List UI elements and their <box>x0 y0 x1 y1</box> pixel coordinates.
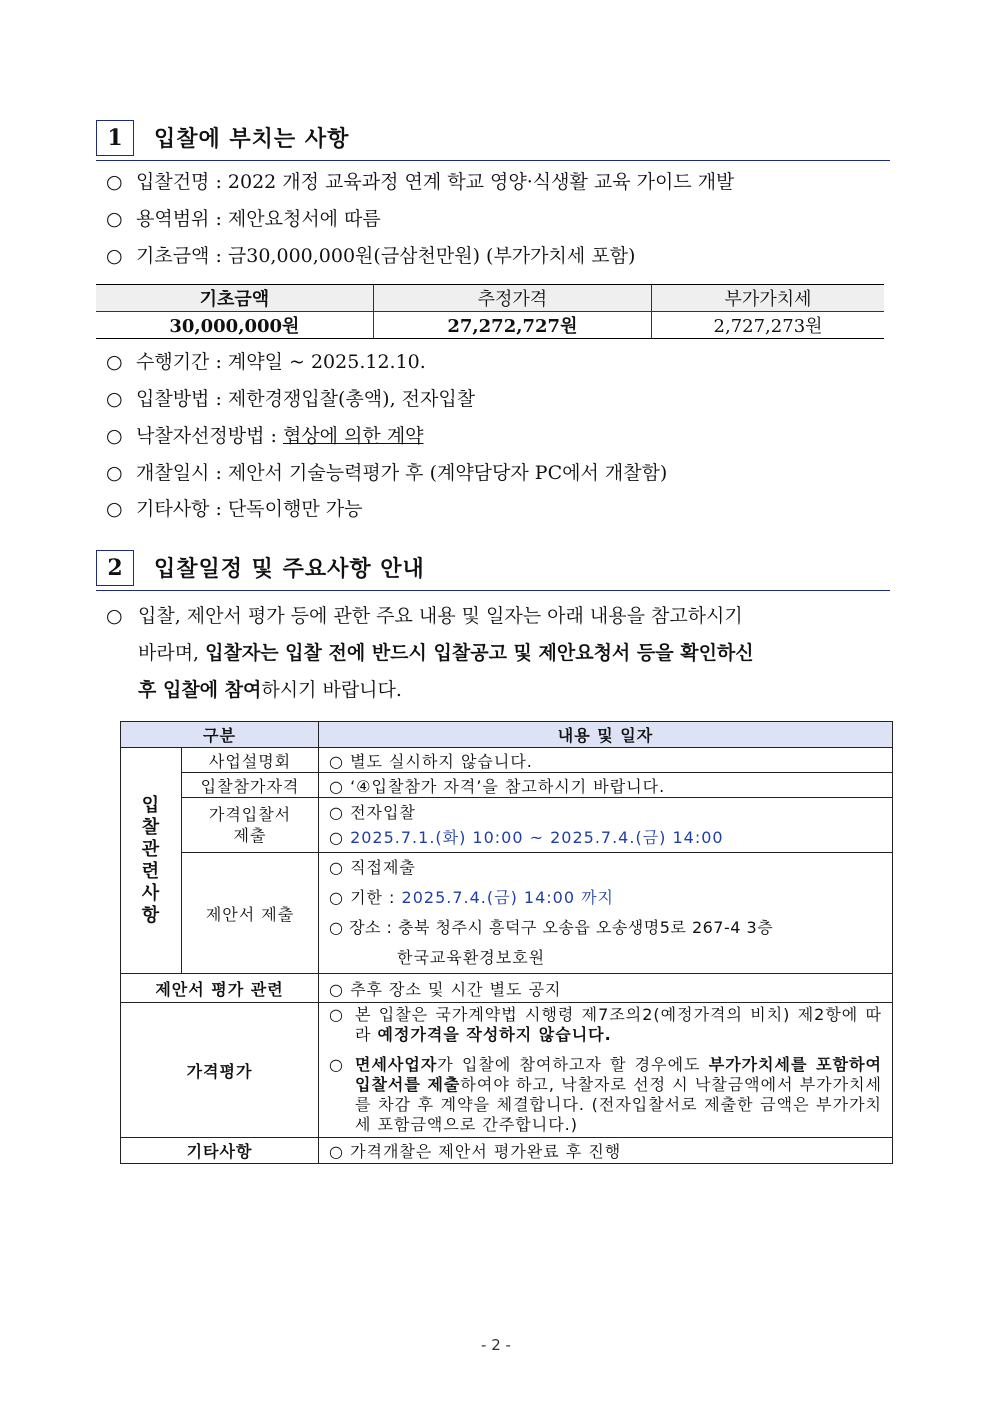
item-other: ○ 기타사항 : 단독이행만 가능 <box>106 498 363 520</box>
circle-bullet-icon: ○ <box>106 498 123 520</box>
row-content: ○ ‘④입찰참가 자격’을 참고하시기 바랍니다. <box>319 773 893 798</box>
row-content: ○ 가격개찰은 제안서 평가완료 후 진행 <box>319 1138 893 1164</box>
item-value: 제안서 기술능력평가 후 (계약담당자 PC에서 개찰함) <box>227 462 668 484</box>
row-label: 가격평가 <box>121 1003 319 1138</box>
header-category: 구분 <box>121 722 319 748</box>
circle-bullet-icon: ○ <box>106 208 123 230</box>
header-content: 내용 및 일자 <box>319 722 893 748</box>
schedule-table <box>120 721 893 1164</box>
item-bid-name: ○ 입찰건명 : 2022 개정 교육과정 연계 학교 영양·식생활 교육 가이드 개발 <box>106 171 735 193</box>
circle-bullet-icon: ○ <box>106 605 123 627</box>
price-header: 추정가격 <box>373 285 651 312</box>
table-row <box>121 748 893 773</box>
row-content: ○ 본 입찰은 국가계약법 시행령 제7조의2(예정가격의 비치) 제2항에 따라 예정가격을 작성하지 않습니다. ○ 면세사업자가 입찰에 참여하고자 할 경우에도 부가가치세를 포함하여 입찰서를 제출하여야 하고, 낙찰자로 선정 시 낙찰금액에서 부가가치세를 차감 후 계약을 체결합니다. (전자입찰서로 제출한 금액은 부가가치세 포함금액으로 간주합니다.) <box>319 1003 893 1138</box>
circle-bullet-icon: ○ <box>106 245 123 267</box>
section-1-header <box>96 120 890 161</box>
price-header: 기초금액 <box>96 285 373 312</box>
item-value: 제한경쟁입찰(총액), 전자입찰 <box>227 388 476 410</box>
item-label: 수행기간 <box>136 351 210 373</box>
table-row <box>121 773 893 798</box>
guide-paragraph: ○ 입찰, 제안서 평가 등에 관한 주요 내용 및 일자는 아래 내용을 참고하시기 바라며, 입찰자는 입찰 전에 반드시 입찰공고 및 제안요청서 등을 확인하신 후 입찰에 참여하시기 바랍니다. <box>106 598 896 709</box>
table-row <box>121 853 893 974</box>
price-table-row <box>96 312 884 339</box>
table-row <box>121 1138 893 1164</box>
item-label: 기초금액 <box>136 245 210 267</box>
item-label: 개찰일시 <box>136 462 210 484</box>
row-label: 가격입찰서 제출 <box>182 798 319 853</box>
item-value: 금30,000,000원(금삼천만원) (부가가치세 포함) <box>227 245 636 267</box>
row-label: 기타사항 <box>121 1138 319 1164</box>
row-content: ○ 별도 실시하지 않습니다. <box>319 748 893 773</box>
item-base-amount: ○ 기초금액 : 금30,000,000원(금삼천만원) (부가가치세 포함) <box>106 245 636 267</box>
circle-bullet-icon: ○ <box>106 171 123 193</box>
item-label: 낙찰자선정방법 <box>136 425 265 447</box>
deadline-date: 2025.7.4.(금) 14:00 까지 <box>401 888 615 907</box>
price-table <box>96 284 884 339</box>
item-scope: ○ 용역범위 : 제안요청서에 따름 <box>106 208 381 230</box>
price-cell: 2,727,273원 <box>652 312 884 339</box>
circle-bullet-icon: ○ <box>106 425 123 447</box>
row-content: ○ 전자입찰 ○ 2025.7.1.(화) 10:00 ~ 2025.7.4.(금) 14:00 <box>319 798 893 853</box>
item-opening: ○ 개찰일시 : 제안서 기술능력평가 후 (계약담당자 PC에서 개찰함) <box>106 462 668 484</box>
section-number: 2 <box>96 550 134 586</box>
circle-bullet-icon: ○ <box>106 388 123 410</box>
price-table-header <box>96 285 884 312</box>
item-value: 협상에 의한 계약 <box>282 425 424 447</box>
row-label: 입찰참가자격 <box>182 773 319 798</box>
price-cell: 30,000,000원 <box>96 312 373 339</box>
circle-bullet-icon: ○ <box>106 351 123 373</box>
circle-bullet-icon: ○ <box>106 462 123 484</box>
item-label: 기타사항 <box>136 498 210 520</box>
price-cell: 27,272,727원 <box>373 312 651 339</box>
row-content: ○ 추후 장소 및 시간 별도 공지 <box>319 974 893 1003</box>
table-row <box>121 974 893 1003</box>
page-number: - 2 - <box>481 1336 511 1354</box>
section-number: 1 <box>96 120 134 156</box>
item-value: 제안요청서에 따름 <box>227 208 381 230</box>
row-label: 사업설명회 <box>182 748 319 773</box>
table-row <box>121 798 893 853</box>
item-bid-method: ○ 입찰방법 : 제한경쟁입찰(총액), 전자입찰 <box>106 388 476 410</box>
item-period: ○ 수행기간 : 계약일 ~ 2025.12.10. <box>106 351 426 373</box>
item-value: 2022 개정 교육과정 연계 학교 영양·식생활 교육 가이드 개발 <box>227 171 735 193</box>
section-2-header <box>96 550 890 591</box>
row-label: 제안서 평가 관련 <box>121 974 319 1003</box>
row-content: ○ 직접제출 ○ 기한 : 2025.7.4.(금) 14:00 까지 ○ 장소 : 충북 청주시 흥덕구 오송읍 오송생명5로 267-4 3층 한국교육환경보호원 <box>319 853 893 974</box>
item-value: 단독이행만 가능 <box>227 498 363 520</box>
row-label: 제안서 제출 <box>182 853 319 974</box>
section-title: 입찰일정 및 주요사항 안내 <box>154 556 425 582</box>
date-range: 2025.7.1.(화) 10:00 ~ 2025.7.4.(금) 14:00 <box>350 828 724 847</box>
price-header: 부가가치세 <box>652 285 884 312</box>
item-label: 입찰방법 <box>136 388 210 410</box>
item-value: 계약일 ~ 2025.12.10. <box>227 351 426 373</box>
item-selection: ○ 낙찰자선정방법 : 협상에 의한 계약 <box>106 425 424 447</box>
section-title: 입찰에 부치는 사항 <box>154 126 350 152</box>
table-row <box>121 1003 893 1138</box>
item-label: 용역범위 <box>136 208 210 230</box>
group-label: 입찰관련사항 <box>121 748 182 974</box>
schedule-header-row <box>121 722 893 748</box>
item-label: 입찰건명 <box>136 171 210 193</box>
